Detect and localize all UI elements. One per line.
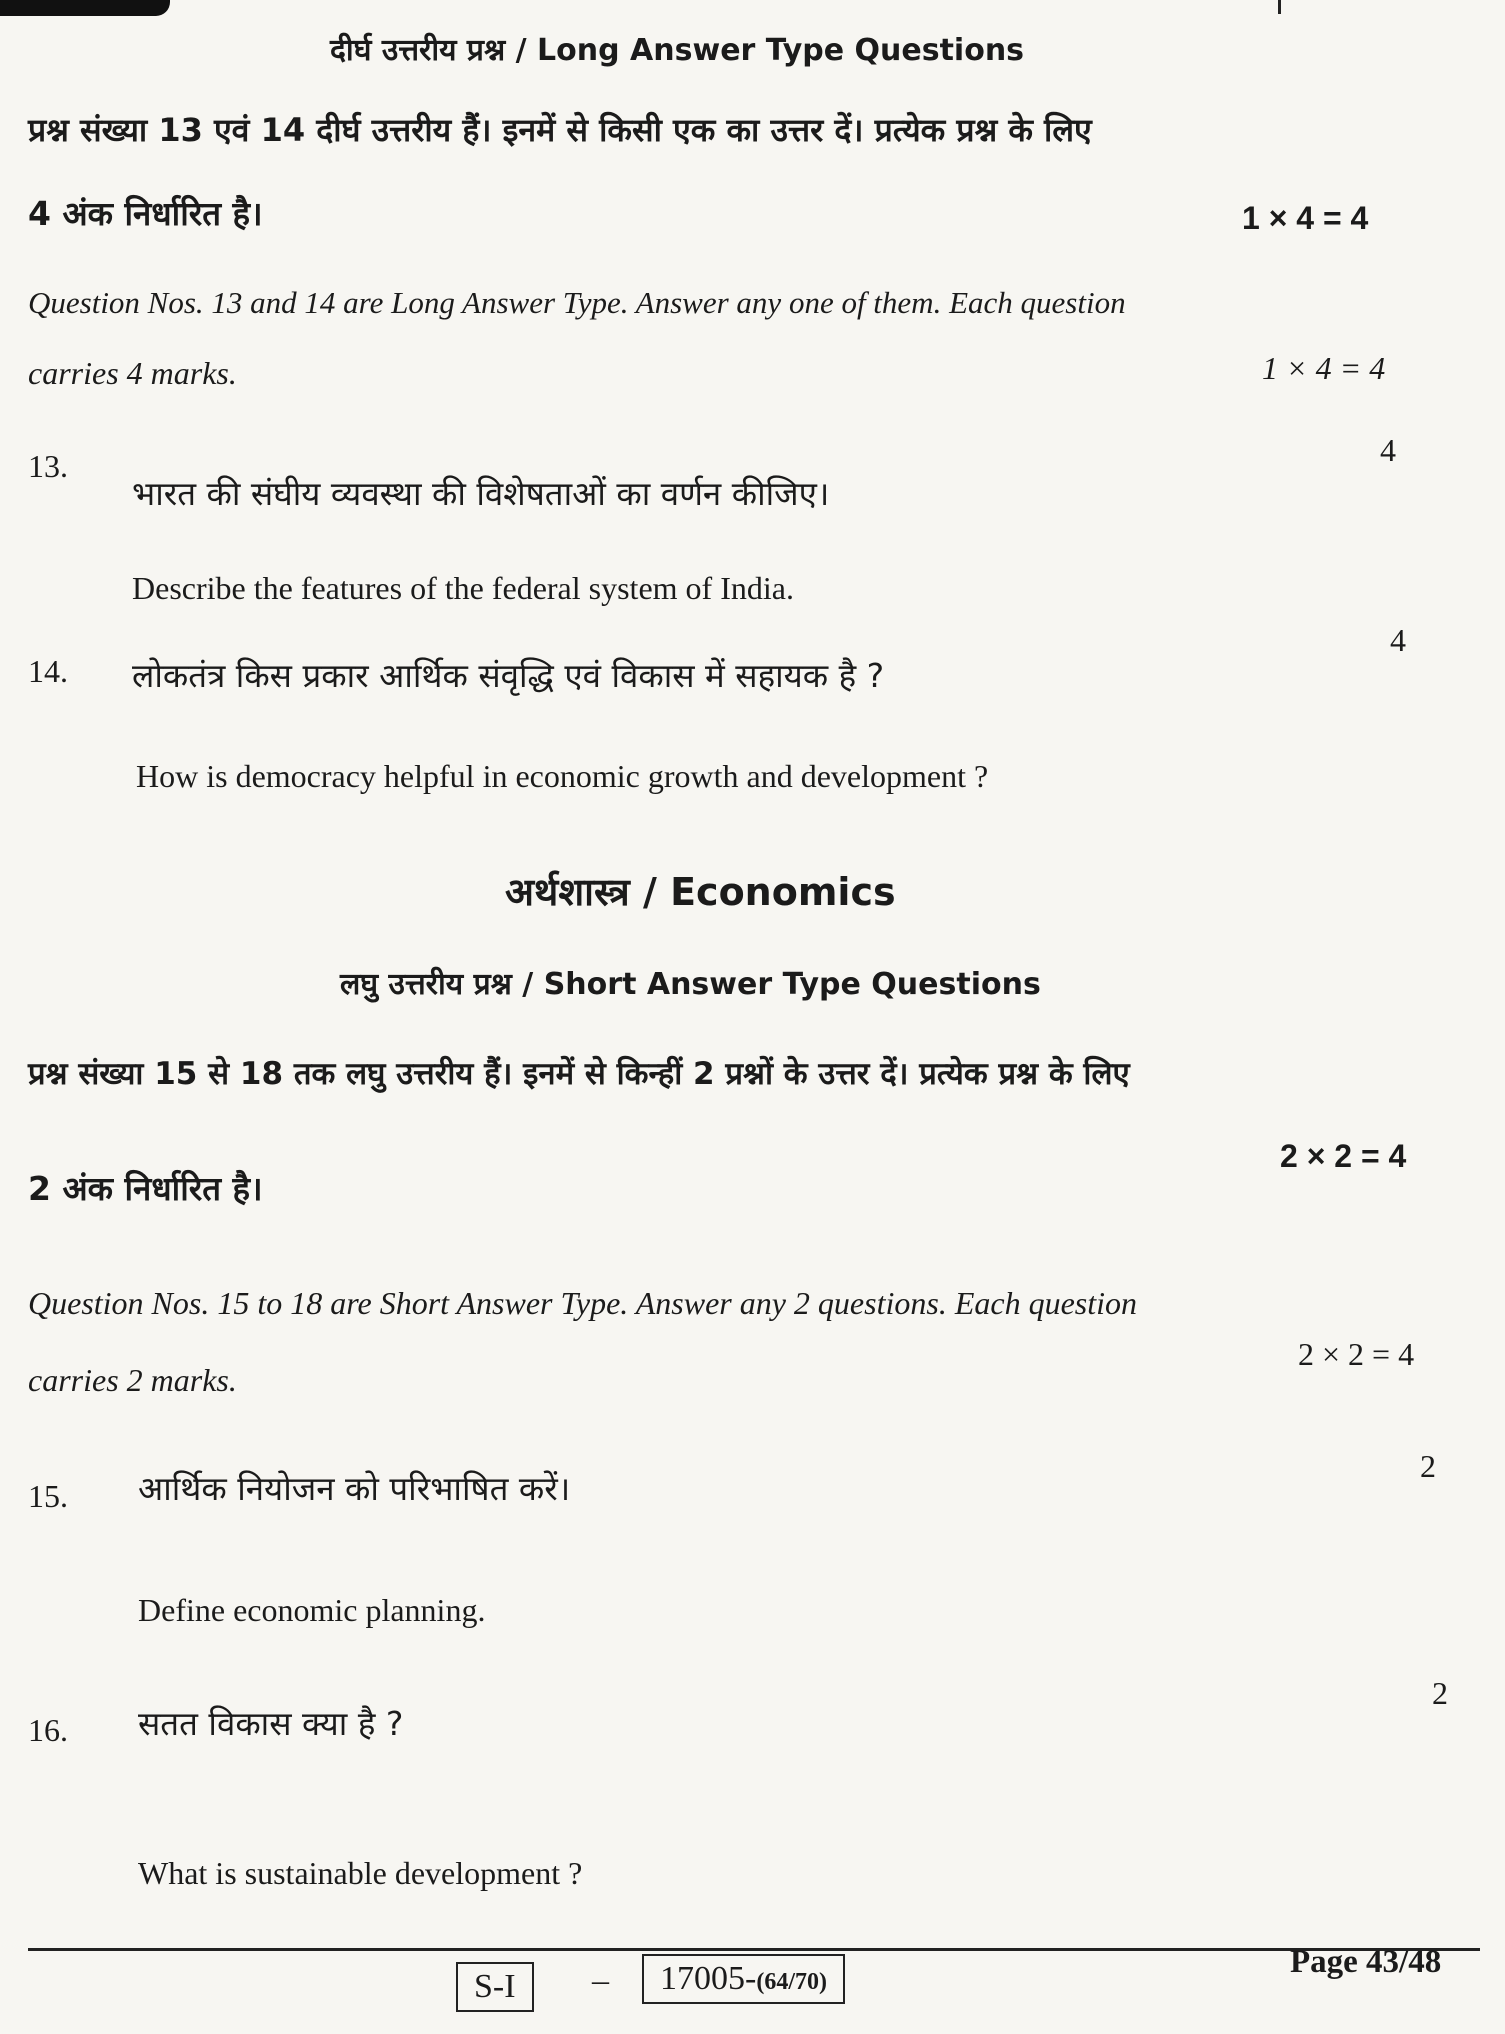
economics-title: अर्थशास्त्र / Economics <box>505 870 896 914</box>
set-code: S-I <box>474 1968 516 2005</box>
question-text-en: Define economic planning. <box>138 1592 486 1628</box>
footer-rule <box>28 1948 1480 1951</box>
short-answer-heading: लघु उत्तरीय प्रश्न / Short Answer Type Questions <box>340 967 1041 1002</box>
question-number: 13. <box>28 448 68 484</box>
question-marks: 2 <box>1420 1448 1436 1484</box>
footer-dash: – <box>592 1962 609 1999</box>
page-number: Page 43/48 <box>1290 1944 1442 1980</box>
short-instr-en-line2: carries 2 marks. <box>28 1362 237 1398</box>
short-instr-en-line1: Question Nos. 15 to 18 are Short Answer Type. Answer any 2 questions. Each question <box>28 1285 1137 1321</box>
question-marks: 4 <box>1380 432 1396 468</box>
question-number: 15. <box>28 1478 68 1514</box>
top-tick <box>1278 0 1281 14</box>
long-instr-hi-line1: प्रश्न संख्या 13 एवं 14 दीर्घ उत्तरीय हैं। इनमें से किसी एक का उत्तर दें। प्रत्येक प्रश्न के लिए <box>28 111 1092 149</box>
question-marks: 4 <box>1390 622 1406 658</box>
corner-mark <box>0 0 170 16</box>
question-text-hi: भारत की संघीय व्यवस्था की विशेषताओं का वर्णन कीजिए। <box>132 474 830 513</box>
long-instr-en-line1: Question Nos. 13 and 14 are Long Answer Type. Answer any one of them. Each question <box>28 285 1126 320</box>
question-number: 16. <box>28 1712 68 1748</box>
long-instr-en-line2: carries 4 marks. <box>28 355 237 391</box>
question-number: 14. <box>28 653 68 689</box>
question-text-en: Describe the features of the federal system of India. <box>132 570 794 606</box>
paper-code-sub: (64/70) <box>756 1969 827 1995</box>
question-text-hi: आर्थिक नियोजन को परिभाषित करें। <box>138 1469 571 1508</box>
long-marks-en: 1 × 4 = 4 <box>1262 350 1386 386</box>
short-marks-hi: 2 × 2 = 4 <box>1280 1138 1407 1174</box>
question-text-en: How is democracy helpful in economic growth and development ? <box>136 758 989 794</box>
set-code-box <box>456 1962 534 2012</box>
long-marks-hi: 1 × 4 = 4 <box>1242 200 1369 236</box>
question-text-hi: सतत विकास क्या है ? <box>138 1704 404 1743</box>
long-instr-hi-line2: 4 अंक निर्धारित है। <box>28 194 263 233</box>
question-text-en: What is sustainable development ? <box>138 1855 583 1891</box>
question-marks: 2 <box>1432 1675 1448 1711</box>
long-answer-heading: दीर्घ उत्तरीय प्रश्न / Long Answer Type Questions <box>330 33 1025 68</box>
paper-code: 17005- <box>660 1960 757 1997</box>
short-instr-hi-line2: 2 अंक निर्धारित है। <box>28 1169 263 1208</box>
short-marks-en: 2 × 2 = 4 <box>1298 1336 1415 1372</box>
question-text-hi: लोकतंत्र किस प्रकार आर्थिक संवृद्धि एवं विकास में सहायक है ? <box>132 656 885 695</box>
paper-code-box <box>642 1954 845 2004</box>
short-instr-hi-line1: प्रश्न संख्या 15 से 18 तक लघु उत्तरीय हैं। इनमें से किन्हीं 2 प्रश्नों के उत्तर दें। प्रत्येक प्रश्न के लिए <box>28 1056 1130 1092</box>
